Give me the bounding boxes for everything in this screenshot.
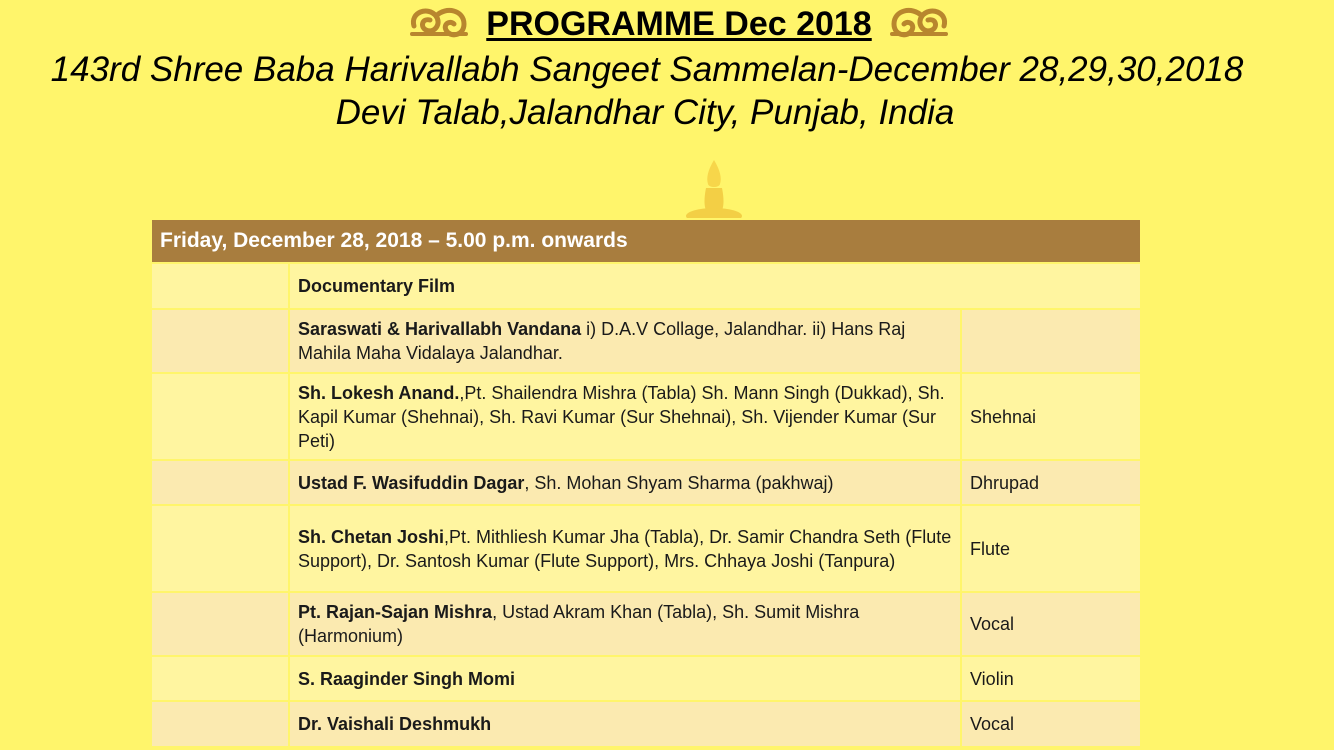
title-row — [0, 2, 1334, 46]
accompanists: , Ustad Akram Khan (Tabla), Sh. Sumit Mishra (Harmonium) — [298, 602, 860, 646]
table-row — [151, 592, 1141, 656]
left-flourish-icon — [406, 4, 472, 44]
time-cell — [151, 460, 289, 505]
genre-cell: Dhrupad — [961, 460, 1141, 505]
genre-cell — [961, 309, 1141, 373]
event-title: 143rd Shree Baba Harivallabh Sangeet Sammelan-December 28,29,30,2018 — [50, 50, 1244, 89]
diya-lamp-icon — [684, 158, 744, 220]
performer-cell — [289, 656, 961, 701]
performer-cell — [289, 263, 1141, 309]
performer-name: Pt. Rajan-Sajan Mishra — [298, 602, 493, 622]
performer-name: Dr. Vaishali Deshmukh — [298, 714, 492, 734]
table-row — [151, 656, 1141, 701]
table-row — [151, 309, 1141, 373]
accompanists: i) D.A.V Collage, Jalandhar. ii) Hans Raj Mahila Maha Vidalaya Jalandhar. — [298, 319, 906, 363]
performer-name: Ustad F. Wasifuddin Dagar — [298, 472, 525, 493]
accompanists: ,Pt. Mithliesh Kumar Jha (Tabla), Dr. Samir Chandra Seth (Flute Support), Dr. Santosh Kumar (Flute Support), Mrs. Chhaya Joshi (Tanpura) — [298, 526, 952, 571]
performer-name: S. Raaginder Singh Momi — [298, 668, 516, 689]
time-cell — [151, 505, 289, 592]
accompanists: , Sh. Mohan Shyam Sharma (pakhwaj) — [524, 472, 834, 493]
time-cell — [151, 263, 289, 309]
accompanists: ,Pt. Shailendra Mishra (Tabla) Sh. Mann Singh (Dukkad), Sh. Kapil Kumar (Shehnai), Sh. Ravi Kumar (Sur Shehnai), Sh. Vijender Kumar (Sur Peti) — [298, 382, 945, 451]
event-venue: Devi Talab,Jalandhar City, Punjab, India — [335, 93, 955, 132]
genre-cell: Violin — [961, 656, 1141, 701]
performer-cell — [289, 701, 961, 747]
performer-cell — [289, 592, 961, 656]
table-row — [151, 263, 1141, 309]
right-flourish-icon — [886, 4, 952, 44]
table-row — [151, 505, 1141, 592]
time-cell — [151, 656, 289, 701]
time-cell — [151, 373, 289, 460]
day-header-row — [151, 219, 1141, 263]
table-row — [151, 460, 1141, 505]
performer-cell — [289, 309, 961, 373]
genre-cell: Flute — [961, 505, 1141, 592]
genre-cell: Vocal — [961, 701, 1141, 747]
performer-name: Sh. Lokesh Anand. — [298, 382, 460, 403]
time-cell — [151, 592, 289, 656]
time-cell — [151, 701, 289, 747]
performer-name: Sh. Chetan Joshi — [298, 526, 445, 547]
performer-name: Documentary Film — [298, 276, 456, 296]
performer-cell — [289, 460, 961, 505]
page-title: PROGRAMME Dec 2018 — [486, 4, 872, 43]
table-row — [151, 701, 1141, 747]
time-cell — [151, 309, 289, 373]
table-row — [151, 373, 1141, 460]
genre-cell: Vocal — [961, 592, 1141, 656]
performer-cell — [289, 373, 961, 460]
performer-cell — [289, 505, 961, 592]
genre-cell: Shehnai — [961, 373, 1141, 460]
day-heading: Friday, December 28, 2018 – 5.00 p.m. onwards — [151, 219, 1141, 263]
programme-table — [150, 218, 1142, 748]
performer-name: Saraswati & Harivallabh Vandana — [298, 319, 582, 339]
